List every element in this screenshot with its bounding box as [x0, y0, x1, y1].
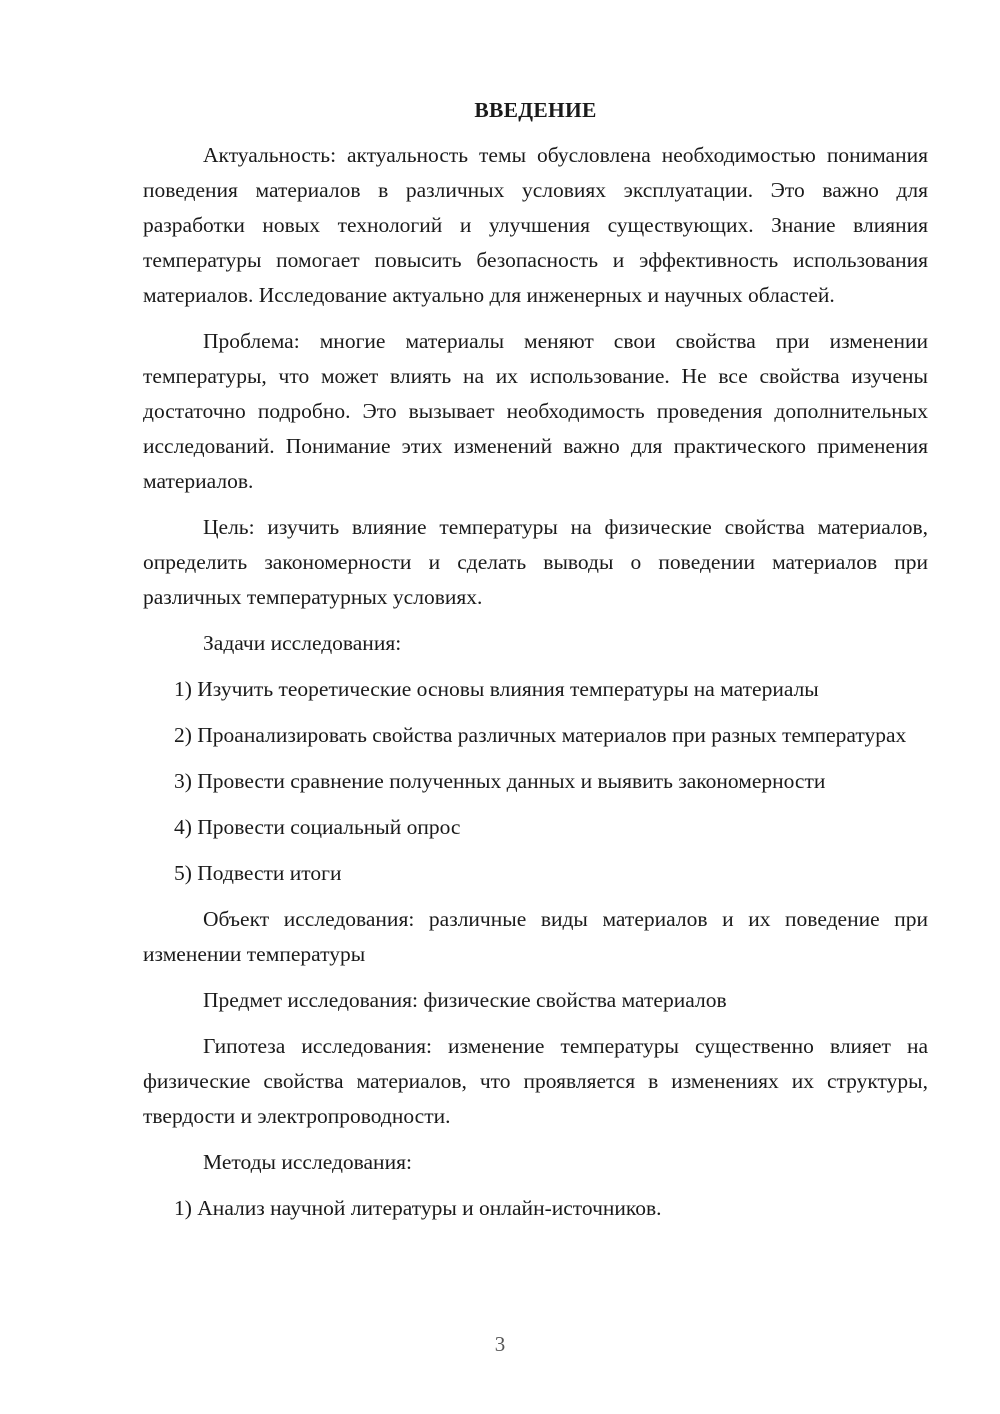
task-item: 2) Проанализировать свойства различных материалов при разных температурах: [174, 723, 907, 747]
page-number: 3: [494, 1332, 506, 1356]
task-item: 3) Провести сравнение полученных данных и выявить закономерности: [174, 769, 826, 793]
task-item: 1) Изучить теоретические основы влияния температуры на материалы: [174, 677, 819, 701]
relevance-paragraph: Актуальность: актуальность темы обусловлена необходимостью понимания поведения материалов в различных условиях эксплуатации. Это важно для разработки новых технологий и улучшения существующих. Знание влияния температуры помогает повысить безопасность и эффективность использования материалов. Исследование актуально для инженерных и научных областей.: [143, 143, 928, 307]
method-item: 1) Анализ научной литературы и онлайн-источников.: [174, 1196, 662, 1220]
document-page: [143, 93, 928, 1237]
object-paragraph: Объект исследования: различные виды материалов и их поведение при изменении температуры: [143, 907, 928, 966]
hypothesis-paragraph: Гипотеза исследования: изменение температуры существенно влияет на физические свойства материалов, что проявляется в изменениях их структуры, твердости и электропроводности.: [143, 1034, 928, 1128]
tasks-heading: Задачи исследования:: [203, 631, 402, 655]
methods-heading: Методы исследования:: [203, 1150, 412, 1174]
problem-paragraph: Проблема: многие материалы меняют свои свойства при изменении температуры, что может влиять на их использование. Не все свойства изучены достаточно подробно. Это вызывает необходимость проведения дополнительных исследований. Понимание этих изменений важно для практического применения материалов.: [143, 329, 928, 493]
subject-paragraph: Предмет исследования: физические свойства материалов: [203, 988, 727, 1012]
goal-paragraph: Цель: изучить влияние температуры на физические свойства материалов, определить закономерности и сделать выводы о поведении материалов при различных температурных условиях.: [143, 515, 928, 609]
task-item: 4) Провести социальный опрос: [174, 815, 461, 839]
task-item: 5) Подвести итоги: [174, 861, 342, 885]
page-title: ВВЕДЕНИЕ: [474, 98, 597, 122]
